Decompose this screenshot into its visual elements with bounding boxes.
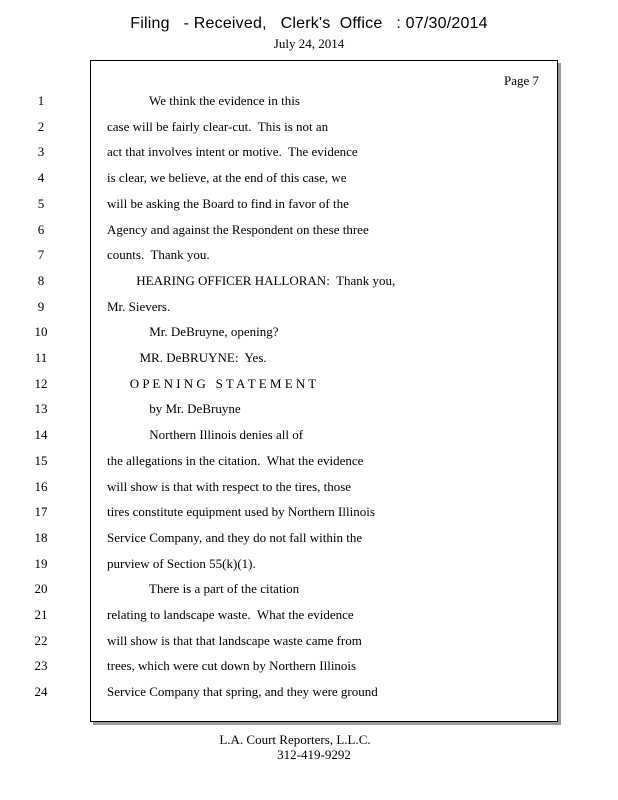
line-number: 17 <box>34 504 48 520</box>
transcript-line: Service Company that spring, and they were ground <box>107 684 378 700</box>
court-reporter-phone: 312-419-9292 <box>277 747 351 762</box>
transcript-line: is clear, we believe, at the end of this case, we <box>107 170 347 186</box>
line-number: 3 <box>37 144 45 160</box>
line-number: 15 <box>34 452 48 468</box>
transcript-line: O P E N I N G S T A T E M E N T <box>107 375 317 391</box>
line-number: 9 <box>37 298 45 314</box>
line-number: 10 <box>34 324 48 340</box>
transcript-line: by Mr. DeBruyne <box>107 401 241 417</box>
line-number: 21 <box>34 607 48 622</box>
transcript-line: tires constitute equipment used by Northern Illinois <box>107 504 375 520</box>
court-reporter-name: L.A. Court Reporters, L.L.C. <box>219 732 371 747</box>
transcript-line: act that involves intent or motive. The evidence <box>107 144 358 160</box>
line-number: 24 <box>34 684 48 700</box>
line-number: 5 <box>37 195 45 211</box>
transcript-line: relating to landscape waste. What the evidence <box>107 607 354 622</box>
line-number: 13 <box>34 401 48 417</box>
line-number: 11 <box>34 350 48 365</box>
transcript-line: case will be fairly clear-cut. This is not an <box>107 118 329 134</box>
line-number: 18 <box>34 529 48 545</box>
line-number: 2 <box>37 118 45 134</box>
transcript-line: purview of Section 55(k)(1). <box>107 555 256 571</box>
transcript-line: will show is that that landscape waste came from <box>107 632 362 648</box>
transcript-line: Agency and against the Respondent on these three <box>107 221 369 237</box>
line-number: 14 <box>34 427 48 443</box>
line-number: 23 <box>34 658 48 674</box>
transcript-line: the allegations in the citation. What the evidence <box>107 452 364 468</box>
transcript-line: Service Company, and they do not fall within the <box>107 529 363 545</box>
line-number: 1 <box>37 93 45 108</box>
transcript-line: trees, which were cut down by Northern Illinois <box>107 658 357 674</box>
filing-stamp-header <box>0 15 618 33</box>
transcript-line: Northern Illinois denies all of <box>107 427 304 443</box>
line-number: 16 <box>34 478 48 494</box>
transcript-line: counts. Thank you. <box>107 247 210 263</box>
line-number: 12 <box>34 375 48 391</box>
line-number: 22 <box>34 632 48 648</box>
transcript-line: We think the evidence in this <box>107 93 300 108</box>
line-number: 6 <box>37 221 45 237</box>
transcript-line: Mr. DeBruyne, opening? <box>107 324 279 340</box>
transcript-line: Mr. Sievers. <box>107 298 171 314</box>
filing-status-text: Filing - Received, Clerk's Office : 07/30/2014 <box>130 15 488 32</box>
line-number: 7 <box>37 247 45 263</box>
transcript-line: will be asking the Board to find in favor of the <box>107 195 349 211</box>
transcript-line: MR. DeBRUYNE: Yes. <box>107 350 267 365</box>
hearing-date: July 24, 2014 <box>273 36 345 51</box>
transcript-line: HEARING OFFICER HALLORAN: Thank you, <box>107 272 396 288</box>
transcript-line: There is a part of the citation <box>107 581 300 597</box>
line-number: 4 <box>37 170 45 186</box>
line-number: 8 <box>37 272 45 288</box>
line-number: 20 <box>34 581 48 597</box>
page-number: Page 7 <box>503 73 539 88</box>
transcript-line: will show is that with respect to the tires, those <box>107 478 352 494</box>
line-number: 19 <box>34 555 48 571</box>
